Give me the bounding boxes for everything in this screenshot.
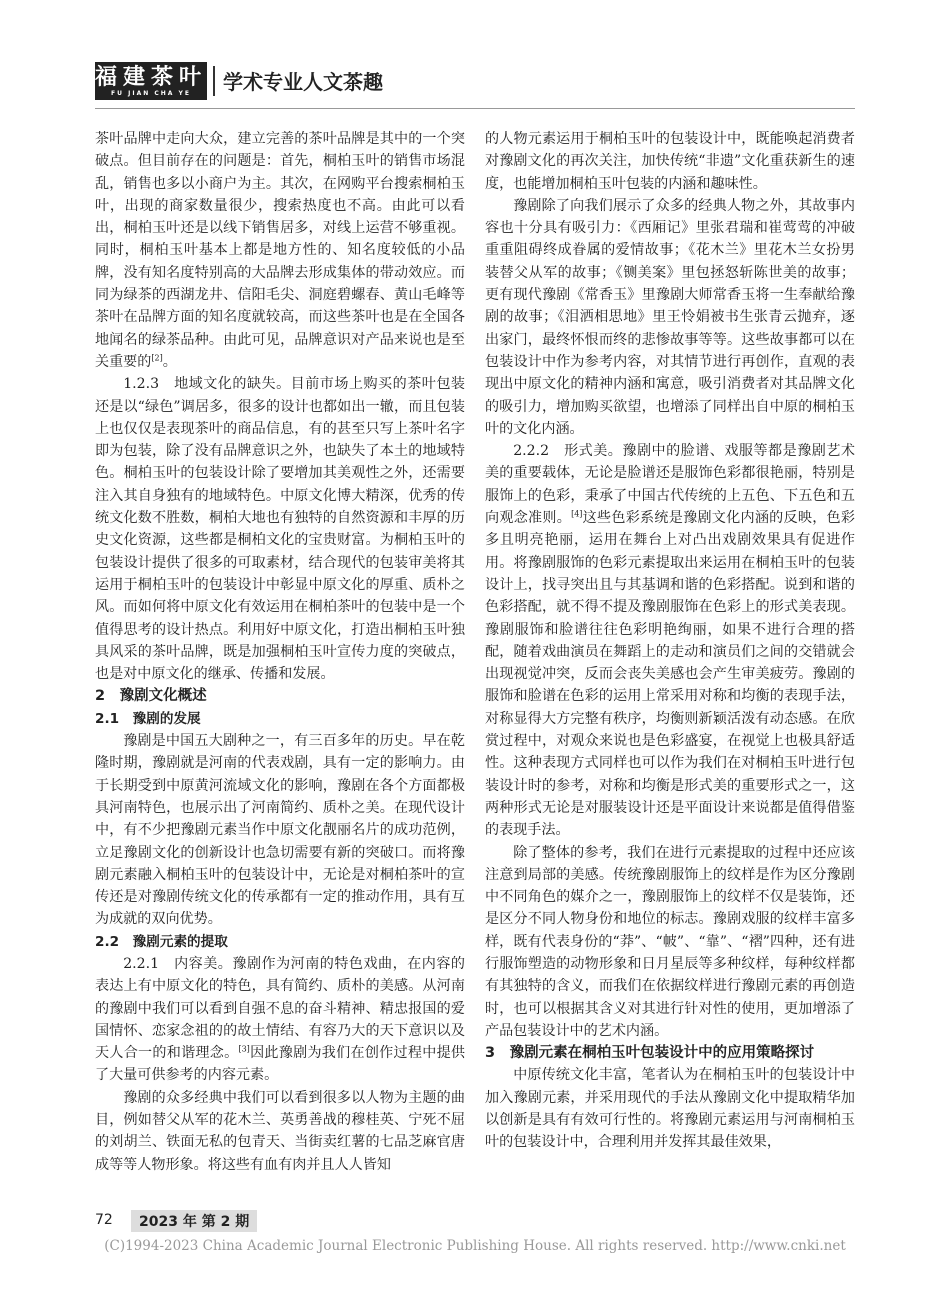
citation-ref[interactable]: [3]: [238, 1044, 250, 1054]
paragraph: 2.2.1 内容美。豫剧作为河南的特色戏曲，在内容的表达上有中原文化的特色，具有简约、质朴的美感。从河南的豫剧中我们可以看到自强不息的奋斗精神、精忠报国的爱国情怀、恋家念祖的的故土情结、有容乃大的天下意识以及天人合一的和谐理念。[3]因此豫剧为我们在创作过程中提供了大量可供参考的内容元素。: [95, 955, 466, 1084]
logo-subtext: FU JIAN CHA YE: [111, 90, 191, 97]
left-column: [95, 128, 465, 1176]
paragraph: 除了整体的参考，我们在进行元素提取的过程中还应该注意到局部的美感。传统豫剧服饰上的纹样是作为区分豫剧中不同角色的媒介之一，豫剧服饰上的纹样不仅是装饰，还是区分不同人物身份和地位的标志。豫剧戏服的纹样丰富多样，既有代表身份的“莽”、“帔”、“靠”、“褶”四种，还有进行服饰塑造的动物形象和日月星辰等多种纹样，每种纹样都有其独特的含义，而我们在依据纹样进行豫剧元素的再创造时，也可以根据其含义对其进行针对性的使用，更加增添了产品包装设计中的艺术内涵。: [485, 844, 855, 1039]
paragraph: 的人物元素运用于桐柏玉叶的包装设计中，既能唤起消费者对豫剧文化的再次关注，加快传统“非遗”文化重获新生的速度，也能增加桐柏玉叶包装的内涵和趣味性。: [485, 131, 855, 192]
paragraph: 豫剧是中国五大剧种之一，有三百多年的历史。早在乾隆时期，豫剧就是河南的代表戏剧，具有一定的影响力。由于长期受到中原黄河流域文化的影响，豫剧在各个方面都极具河南特色，也展示出了河南简约、质朴之美。在现代设计中，有不少把豫剧元素当作中原文化靓丽名片的成功范例，立足豫剧文化的创新设计也急切需要有新的突破口。而将豫剧元素融入桐柏玉叶的包装设计中，无论是对桐柏茶叶的宣传还是对豫剧传统文化的传承都有一定的推动作用，具有互为成就的双向优势。: [95, 733, 465, 928]
header-divider: [213, 66, 215, 96]
section-heading: 3 豫剧元素在桐柏玉叶包装设计中的应用策略探讨: [485, 1045, 815, 1062]
journal-logo: [95, 62, 207, 100]
journal-header: [95, 62, 855, 102]
section-heading: 2 豫剧文化概述: [95, 688, 207, 705]
paragraph: 2.2.2 形式美。豫剧中的脸谱、戏服等都是豫剧艺术美的重要载体，无论是脸谱还是服饰色彩都很艳丽，特别是服饰上的色彩，秉承了中国古代传统的上五色、下五色和五向观念准则。[4]这些色彩系统是豫剧文化内涵的反映，色彩多且明亮艳丽，运用在舞台上对凸出戏剧效果具有促进作用。将豫剧服饰的色彩元素提取出来运用在桐柏玉叶的包装设计上，找寻突出且与其基调和谐的色彩搭配。说到和谐的色彩搭配，就不得不提及豫剧服饰在色彩上的形式美表现。豫剧服饰和脸谱往往色彩明艳绚丽，如果不进行合理的搭配，随着戏曲演员在舞蹈上的走动和演员们之间的交错就会出现视觉冲突，反而会丧失美感也会产生审美疲劳。豫剧的服饰和脸谱在色彩的运用上常采用对称和均衡的表现手法，对称显得大方完整有秩序，均衡则新颖活泼有动态感。在欣赏过程中，对观众来说也是色彩盛宴，在视觉上也极具舒适性。这种表现方式同样也可以作为我们在对桐柏玉叶进行包装设计时的参考，对称和均衡是形式美的重要形式之一，这两种形式无论是对服装设计还是平面设计来说都是值得借鉴的表现手法。: [485, 443, 855, 839]
logo-text: 福建茶叶: [95, 64, 208, 90]
page-number: 72: [95, 1212, 113, 1228]
paragraph: 茶叶品牌中走向大众，建立完善的茶叶品牌是其中的一个突破点。但目前存在的问题是：首先，桐柏玉叶的销售市场混乱，销售也多以小商户为主。其次，在网购平台搜索桐柏玉叶，出现的商家数量很少，搜索热度也不高。由此可以看出，桐柏玉叶还是以线下销售居多，对线上运营不够重视。同时，桐柏玉叶基本上都是地方性的、知名度较低的小品牌，没有知名度特别高的大品牌去形成集体的带动效应。而同为绿茶的西湖龙井、信阳毛尖、洞庭碧螺春、黄山毛峰等茶叶在品牌方面的知名度就较高，而这些茶叶也是在全国各地闻名的绿茶品种。由此可见，品牌意识对产品来说也是至关重要的[2]。: [95, 131, 465, 370]
journal-tagline: 学术专业人文茶趣: [223, 70, 383, 94]
copyright-line: (C)1994-2023 China Academic Journal Electronic Publishing House. All rights reserved. http://www.cnki.net: [104, 1238, 846, 1254]
paragraph: 中原传统文化丰富，笔者认为在桐柏玉叶的包装设计中加入豫剧元素，并采用现代的手法从豫剧文化中提取精华加以创新是具有有效可行性的。将豫剧元素运用与河南桐柏玉叶的包装设计中，合理利用并发挥其最佳效果，: [485, 1067, 855, 1151]
issue-label: 2023 年 第 2 期: [131, 1210, 257, 1232]
paragraph: 1.2.3 地域文化的缺失。目前市场上购买的茶叶包装还是以“绿色”调居多，很多的设计也都如出一辙，而且包装上也仅仅是表现茶叶的商品信息，有的甚至只写上茶叶名字即为包装，除了没有品牌意识之外，也缺失了本土的地域特色。桐柏玉叶的包装设计除了要增加其美观性之外，还需要注入其自身独有的地域特色。中原文化博大精深，优秀的传统文化数不胜数，桐柏大地也有独特的自然资源和丰厚的历史文化资源，这些都是桐柏文化的宝贵财富。为桐柏玉叶的包装设计提供了很多的可取素材，结合现代的包装审美将其运用于桐柏玉叶的包装设计中彰显中原文化的厚重、质朴之风。而如何将中原文化有效运用在桐柏茶叶的包装中是一个值得思考的设计热点。利用好中原文化，打造出桐柏玉叶独具风采的茶叶品牌，既是加强桐柏玉叶宣传力度的突破点，也是对中原文化的继承、传播和发展。: [95, 376, 465, 683]
citation-ref[interactable]: [4]: [571, 509, 583, 519]
header-rule: [95, 108, 855, 109]
citation-ref[interactable]: [2]: [151, 353, 163, 363]
subsection-heading: 2.1 豫剧的发展: [95, 710, 201, 727]
paragraph: 豫剧除了向我们展示了众多的经典人物之外，其故事内容也十分具有吸引力：《西厢记》里张君瑞和崔莺莺的冲破重重阻碍终成眷属的爱情故事；《花木兰》里花木兰女扮男装替父从军的故事；《铡美案》里包拯怒斩陈世美的故事；更有现代豫剧《常香玉》里豫剧大师常香玉将一生奉献给豫剧的故事；《泪洒相思地》里王怜娟被书生张青云抛弃，逐出家门，最终怀恨而终的悲惨故事等等。这些故事都可以在包装设计中作为参考内容，对其情节进行再创作，直观的表现出中原文化的精神内涵和寓意，吸引消费者对其品牌文化的吸引力，增加购买欲望，也增添了同样出自中原的桐柏玉叶的文化内涵。: [485, 197, 855, 437]
right-column: [485, 128, 855, 1154]
paragraph: 豫剧的众多经典中我们可以看到很多以人物为主题的曲目，例如替父从军的花木兰、英勇善战的穆桂英、宁死不屈的刘胡兰、铁面无私的包青天、当街卖红薯的七品芝麻官唐成等等人物形象。将这些有血有肉并且人人皆知: [95, 1089, 465, 1173]
subsection-heading: 2.2 豫剧元素的提取: [95, 933, 228, 950]
